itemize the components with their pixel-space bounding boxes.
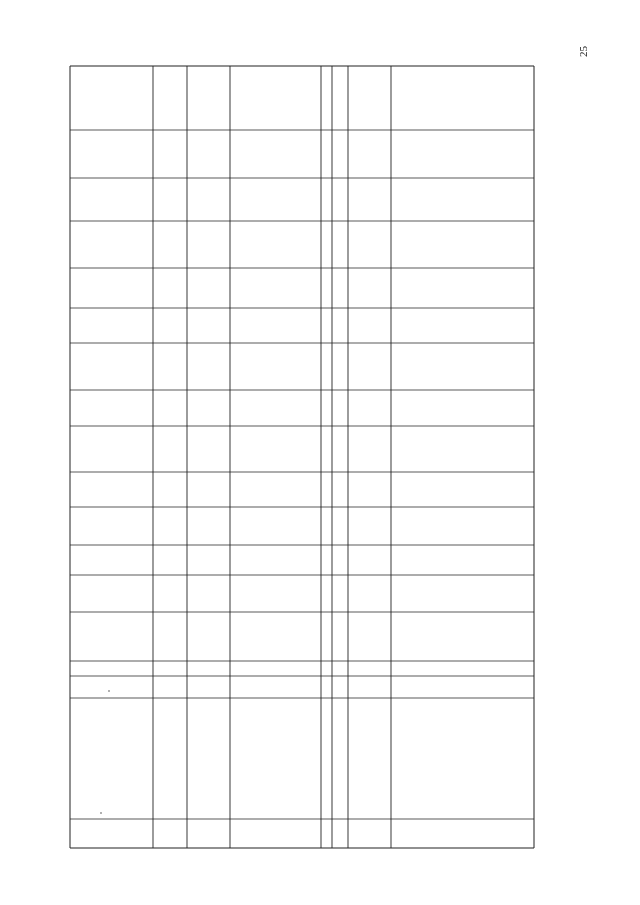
table-grid [70, 66, 534, 848]
page-number: 25 [578, 46, 590, 57]
